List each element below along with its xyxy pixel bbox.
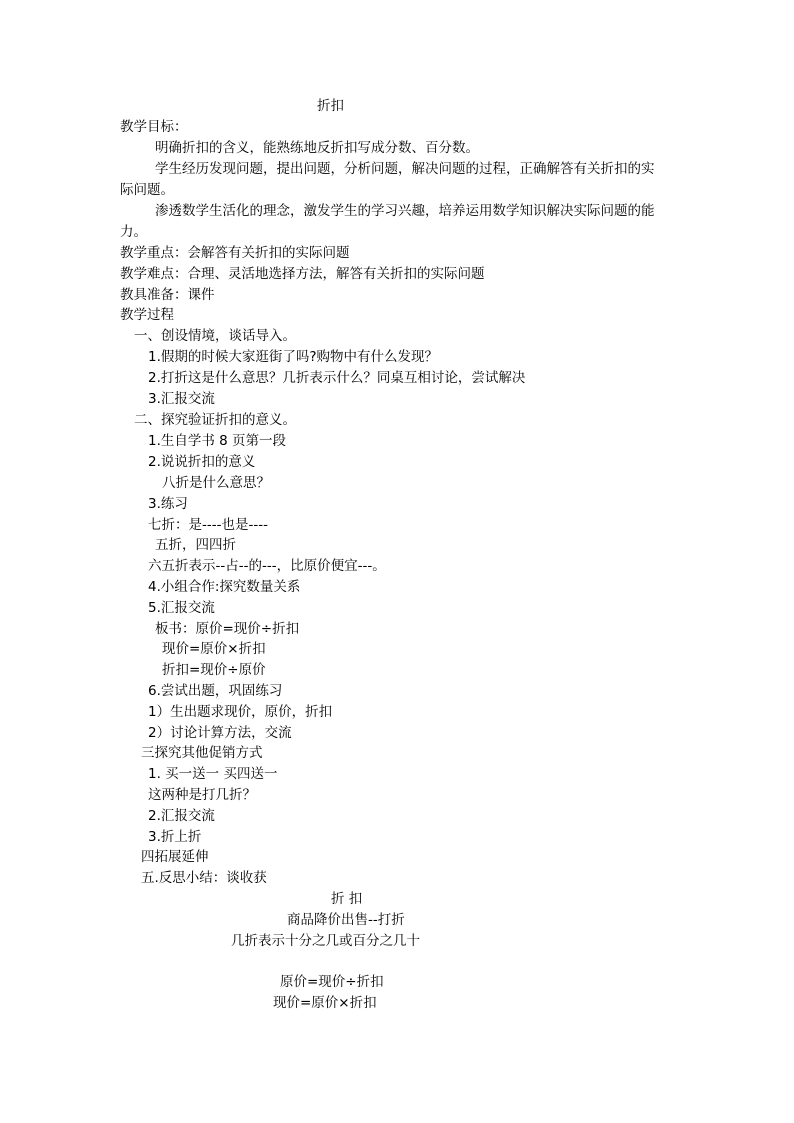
process-section-4: 四拓展延伸 xyxy=(141,849,209,865)
process-line: 1.假期的时候大家逛街了吗?购物中有什么发现？ xyxy=(148,349,439,365)
objective-1: 明确折扣的含义，能熟练地反折扣写成分数、百分数。 xyxy=(155,140,479,156)
process-line: 3.折上折 xyxy=(148,829,202,845)
process-line: 2.说说折扣的意义 xyxy=(148,454,256,470)
process-line: 1）生出题求现价，原价，折扣 xyxy=(148,704,333,720)
process-line: 2.打折这是什么意思？几折表示什么？同桌互相讨论，尝试解决 xyxy=(148,370,526,386)
process-line: 2）讨论计算方法，交流 xyxy=(148,725,292,741)
process-line: 八折是什么意思？ xyxy=(162,475,270,491)
board-line: 原价=现价÷折扣 xyxy=(280,974,384,990)
process-heading: 教学过程 xyxy=(120,307,174,323)
process-section-5: 五.反思小结：谈收获 xyxy=(141,870,267,886)
materials: 教具准备：课件 xyxy=(120,287,215,303)
objective-2-cont: 际问题。 xyxy=(120,182,174,198)
process-line: 现价=原价×折扣 xyxy=(162,641,266,657)
objective-3-cont: 力。 xyxy=(120,224,147,240)
objectives-heading: 教学目标： xyxy=(120,119,188,135)
process-line: 六五折表示--占--的---，比原价便宜---。 xyxy=(148,558,386,574)
objective-3: 渗透数学生活化的理念，激发学生的学习兴趣，培养运用数学知识解决实际问题的能 xyxy=(155,203,655,219)
process-line: 七折：是----也是---- xyxy=(148,517,268,533)
process-line: 4.小组合作:探究数量关系 xyxy=(148,579,301,595)
process-line: 1. 买一送一 买四送一 xyxy=(148,766,278,782)
process-line: 3.汇报交流 xyxy=(148,391,215,407)
process-section-3: 三探究其他促销方式 xyxy=(141,745,263,761)
process-line: 折扣=现价÷原价 xyxy=(162,662,266,678)
objective-2: 学生经历发现问题，提出问题，分析问题，解决问题的过程，正确解答有关折扣的实 xyxy=(155,161,655,177)
board-line: 商品降价出售--打折 xyxy=(287,912,405,928)
process-line: 这两种是打几折？ xyxy=(148,787,256,803)
board-line: 几折表示十分之几或百分之几十 xyxy=(231,933,420,949)
board-line: 现价=原价×折扣 xyxy=(273,995,377,1011)
process-line: 五折，四四折 xyxy=(155,537,236,553)
page-title: 折扣 xyxy=(317,98,344,114)
process-line: 3.练习 xyxy=(148,496,188,512)
key-point: 教学重点：会解答有关折扣的实际问题 xyxy=(120,245,350,261)
process-section-1: 一、创设情境，谈话导入。 xyxy=(134,328,296,344)
difficulty: 教学难点：合理、灵活地选择方法，解答有关折扣的实际问题 xyxy=(120,266,485,282)
board-title: 折 扣 xyxy=(331,891,363,907)
process-line: 6.尝试出题，巩固练习 xyxy=(148,683,283,699)
process-line: 2.汇报交流 xyxy=(148,808,215,824)
process-line: 板书：原价=现价÷折扣 xyxy=(155,621,300,637)
process-line: 5.汇报交流 xyxy=(148,600,215,616)
process-section-2: 二、探究验证折扣的意义。 xyxy=(134,412,296,428)
process-line: 1.生自学书 8 页第一段 xyxy=(148,433,287,449)
